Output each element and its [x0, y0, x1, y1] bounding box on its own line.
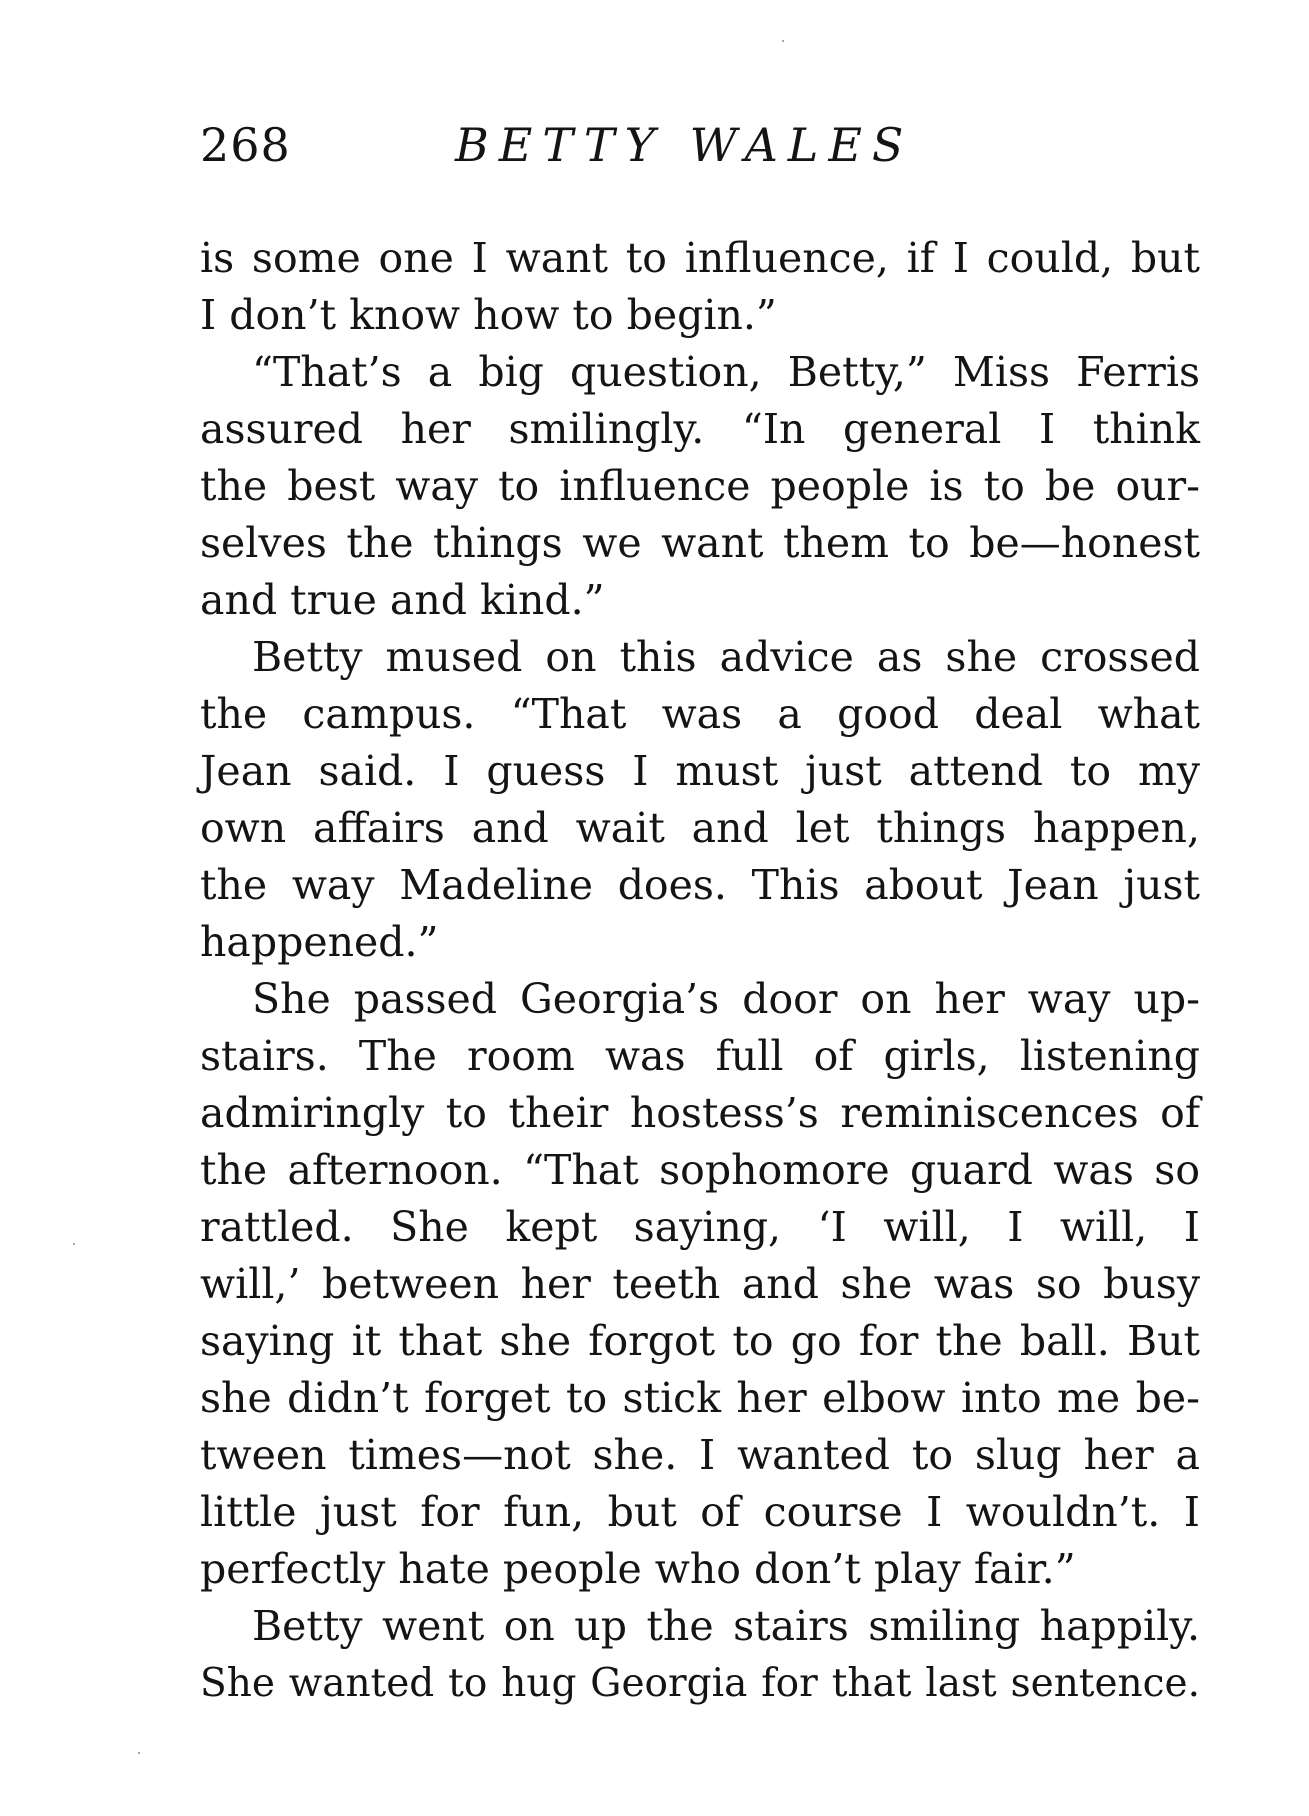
text-line: is some one I want to influence, if I could, but: [200, 234, 1200, 282]
text-line: the afternoon. “That sophomore guard was so: [200, 1146, 1200, 1194]
running-head-title: BETTY WALES: [455, 118, 914, 172]
text-line: saying it that she forgot to go for the ball. But: [200, 1317, 1200, 1365]
text-line: assured her smilingly. “In general I think: [200, 405, 1200, 453]
paper-speck: [138, 1752, 140, 1754]
text-line: She wanted to hug Georgia for that last sentence.: [200, 1661, 1200, 1706]
paper-speck: [73, 1243, 75, 1245]
text-line: the way Madeline does. This about Jean just: [200, 861, 1200, 909]
text-line: she didn’t forget to stick her elbow into me be-: [200, 1374, 1200, 1422]
text-line: little just for fun, but of course I wouldn’t. I: [200, 1488, 1200, 1536]
text-line: I don’t know how to begin.”: [200, 291, 777, 339]
text-line: selves the things we want them to be—honest: [200, 519, 1200, 567]
text-line: Betty went on up the stairs smiling happily.: [252, 1602, 1200, 1650]
text-line: tween times—not she. I wanted to slug her a: [200, 1431, 1200, 1479]
text-line: the best way to influence people is to be our-: [200, 462, 1200, 510]
text-line: stairs. The room was full of girls, listening: [200, 1032, 1200, 1080]
page-number: 268: [200, 118, 291, 172]
text-line: and true and kind.”: [200, 576, 605, 624]
text-line: She passed Georgia’s door on her way up-: [252, 975, 1200, 1023]
text-line: rattled. She kept saying, ‘I will, I will, I: [200, 1203, 1200, 1251]
text-line: own affairs and wait and let things happen,: [200, 804, 1200, 852]
page-header: [200, 118, 1200, 188]
text-line: will,’ between her teeth and she was so busy: [200, 1260, 1200, 1308]
text-line: Betty mused on this advice as she crossed: [252, 633, 1200, 681]
text-line: “That’s a big question, Betty,” Miss Ferris: [252, 348, 1200, 396]
text-line: perfectly hate people who don’t play fair.”: [200, 1545, 1076, 1593]
text-line: admiringly to their hostess’s reminiscences of: [200, 1089, 1200, 1137]
text-line: happened.”: [200, 918, 439, 966]
body-text: [200, 230, 1200, 1712]
paper-speck: [782, 40, 784, 42]
text-line: Jean said. I guess I must just attend to my: [200, 747, 1200, 795]
text-line: the campus. “That was a good deal what: [200, 690, 1200, 738]
